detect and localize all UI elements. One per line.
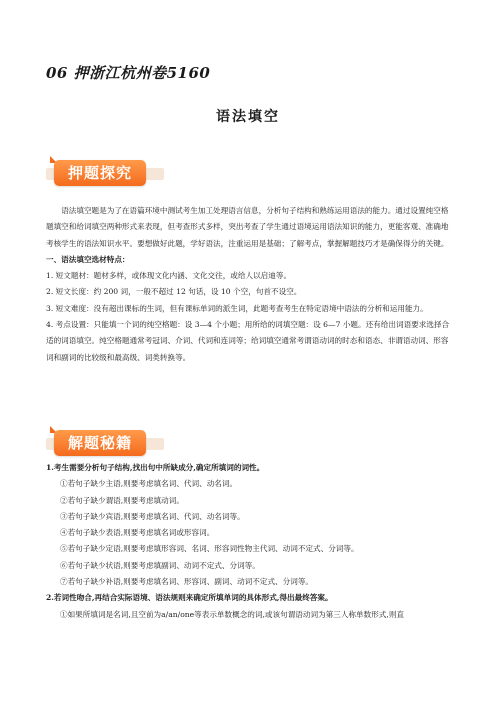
selection-heading: 一、语法填空选材特点： bbox=[46, 254, 130, 264]
intro-paragraph: 语法填空题是为了在语篇环境中测试考生加工处理语言信息，分析句子结构和熟练运用语法的能力。通过设置纯空格题填空和给词填空两种形式来表现，但考查形式多样，突出考查了学生通过语境运用语法知识的能力，更能客观、准确地考核学生的语法知识水平。要想做好此题，学好语法，注重运用是基础；了解考点，掌握解题技巧才是确保得分的关键。 bbox=[46, 206, 449, 248]
tip2-heading: 2.若词性吻合,再结合实际语境、语法规则来确定所填单词的具体形式,得出最终答案。 bbox=[46, 593, 333, 603]
banner-label: 解题秘籍 bbox=[54, 430, 146, 456]
document-title: 06 押浙江杭州卷5160 bbox=[46, 64, 211, 82]
selection-item: 4. 考点设置：只能填一个词的纯空格题：设 3—4 个小题；用所给的词填空题：设 6—7 小题。还有给出词语要求选择合适的词语填空。纯空格题通常考冠词、介词、代词和连词等；给词填空通常考谓语动词的时态和语态、非谓语动词、形容词和副词的比较级和最高级、词类转换等。 bbox=[46, 320, 450, 362]
tip1-item: ④若句子缺少表语,则要考虑填名词或形容词。 bbox=[60, 528, 215, 538]
tip1-item: ⑤若句子缺少定语,则要考虑填形容词、名词、形容词性物主代词、动词不定式、分词等。 bbox=[60, 544, 359, 554]
banner-ya-ti-tan-jiu bbox=[46, 158, 166, 188]
tip1-item: ②若句子缺少谓语,则要考虑填动词。 bbox=[60, 495, 184, 505]
selection-item: 1. 短文题材：题材多样，或体现文化内涵、文化交往，或给人以启迪等。 bbox=[46, 271, 292, 281]
selection-item: 3. 短文难度：没有超出课标的生词，但有课标单词的派生词，此题考查考生在特定语境中语法的分析和运用能力。 bbox=[46, 303, 428, 313]
tip1-item: ⑥若句子缺少状语,则要考虑填副词、动词不定式、分词等。 bbox=[60, 560, 260, 570]
tip1-item: ⑦若句子缺少补语,则要考虑填名词、形容词、副词、动词不定式、分词等。 bbox=[60, 577, 314, 587]
tip1-item: ①若句子缺少主语,则要考虑填名词、代词、动名词。 bbox=[60, 479, 238, 489]
tip1-heading: 1.考生需要分析句子结构,找出句中所缺成分,确定所填词的词性。 bbox=[46, 463, 265, 472]
tip2-item: ①如果所填词是名词,且空前为a/an/one等表示单数概念的词,或该句谓语动词为第三人称单数形式,则直 bbox=[60, 609, 405, 619]
intro-block bbox=[46, 203, 454, 366]
tips-block bbox=[46, 460, 454, 623]
banner-label: 押题探究 bbox=[54, 160, 146, 186]
banner-jie-ti-mi-ji bbox=[46, 428, 166, 458]
tip1-item: ③若句子缺少宾语,则要考虑填名词、代词、动名词等。 bbox=[60, 511, 245, 521]
section-title: 语法填空 bbox=[216, 109, 280, 125]
selection-item: 2. 短文长度：约 200 词，一般不超过 12 句话，设 10 个空，句首不设空。 bbox=[46, 287, 302, 297]
